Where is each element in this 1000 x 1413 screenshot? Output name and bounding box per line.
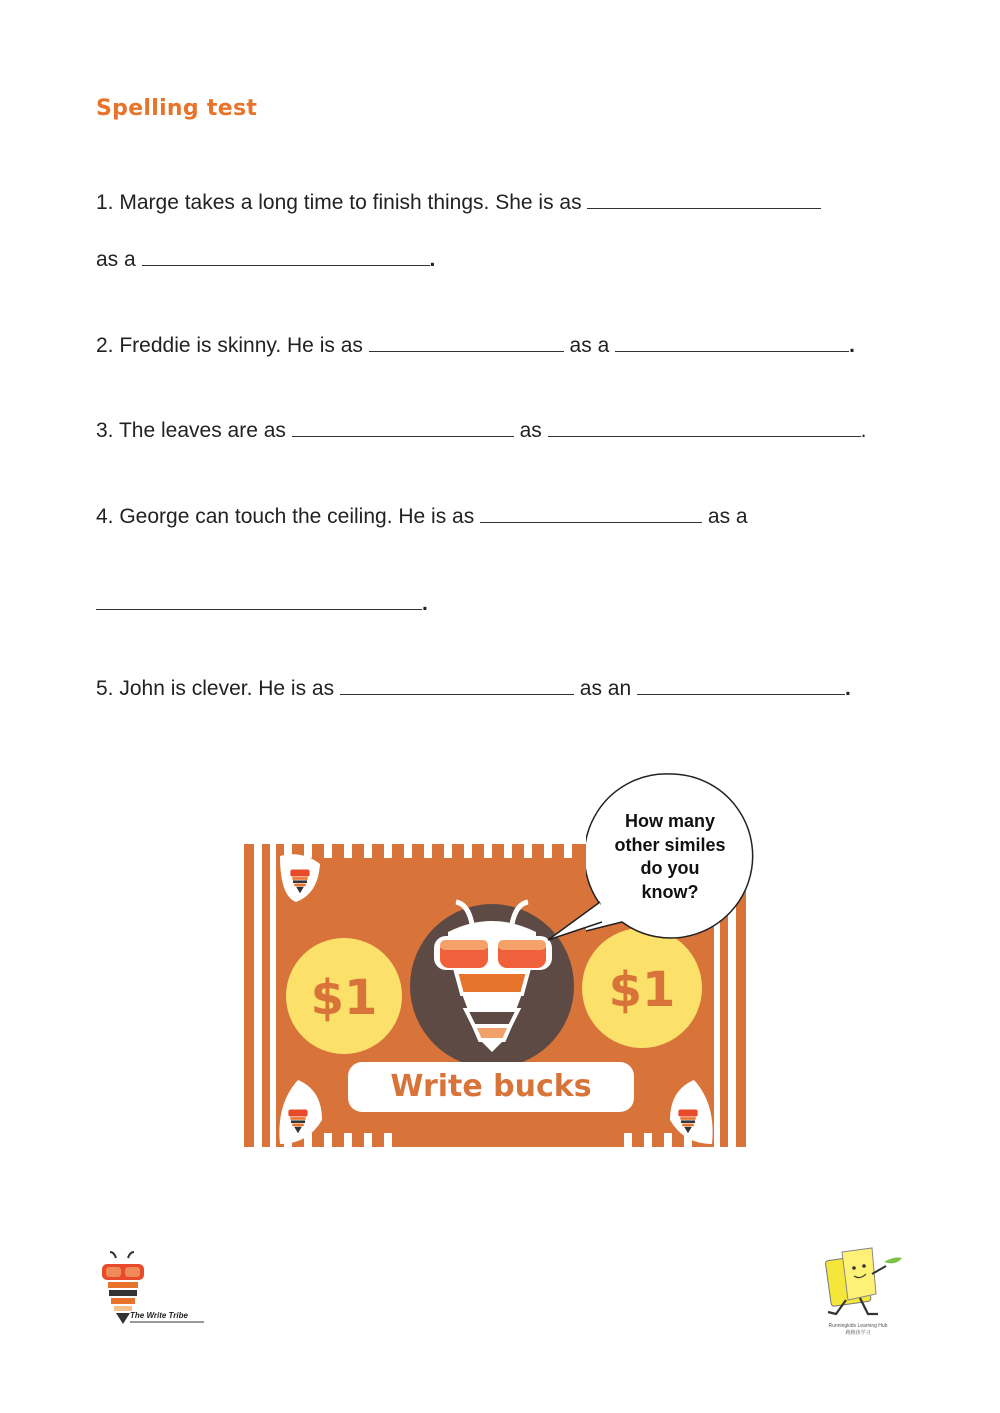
question-1-line-1 [96, 190, 821, 215]
runningkids-label [812, 1323, 904, 1337]
write-tribe-label: The Write Tribe [130, 1311, 188, 1320]
page-title: Spelling test [96, 96, 258, 121]
question-4-text: 4. George can touch the ceiling. He is as [96, 505, 481, 528]
speech-bubble-tail [544, 900, 604, 950]
answer-blank[interactable] [340, 676, 574, 695]
question-3: 3. The leaves are as as . [96, 419, 867, 442]
bubble-line: do you [640, 858, 700, 878]
question-3-text-2: as [513, 419, 548, 442]
answer-blank[interactable] [637, 676, 845, 695]
bubble-line: How many [624, 811, 716, 831]
answer-blank[interactable] [96, 591, 422, 610]
question-4-line-1 [96, 504, 748, 529]
answer-blank[interactable] [548, 418, 861, 437]
answer-blank[interactable] [142, 247, 430, 266]
runningkids-name-cn: 跑跑孩学习 [845, 1330, 871, 1336]
answer-blank[interactable] [587, 190, 821, 209]
runningkids-logo [812, 1244, 908, 1324]
runningkids-name: Runningkids Learning Hub [828, 1323, 888, 1329]
bubble-line: other similes [614, 834, 726, 855]
question-1-text: 1. Marge takes a long time to finish things. She is as [96, 191, 588, 214]
banner-label: Write bucks [390, 1069, 592, 1104]
question-4-text-2: as a [702, 505, 748, 528]
question-2: 2. Freddie is skinny. He is as as a . [96, 334, 855, 357]
question-3-text: 3. The leaves are as [96, 419, 292, 442]
coin-right-label: $1 [608, 962, 676, 1018]
coin-left-label: $1 [310, 970, 378, 1026]
question-5: 5. John is clever. He is as as an . [96, 677, 851, 700]
bubble-line: know? [641, 881, 699, 902]
answer-blank[interactable] [480, 504, 702, 523]
question-4-line-2: . [96, 591, 428, 616]
answer-blank[interactable] [615, 333, 849, 352]
question-2-text-2: as a [563, 334, 616, 357]
question-1-text-2: as a [96, 248, 142, 271]
question-5-text-2: as an [573, 677, 637, 700]
question-2-text: 2. Freddie is skinny. He is as [96, 334, 369, 357]
question-1-line-2: as a . [96, 248, 436, 271]
answer-blank[interactable] [369, 333, 564, 352]
question-5-text: 5. John is clever. He is as [96, 677, 340, 700]
answer-blank[interactable] [292, 418, 514, 437]
speech-bubble-text [597, 810, 743, 904]
